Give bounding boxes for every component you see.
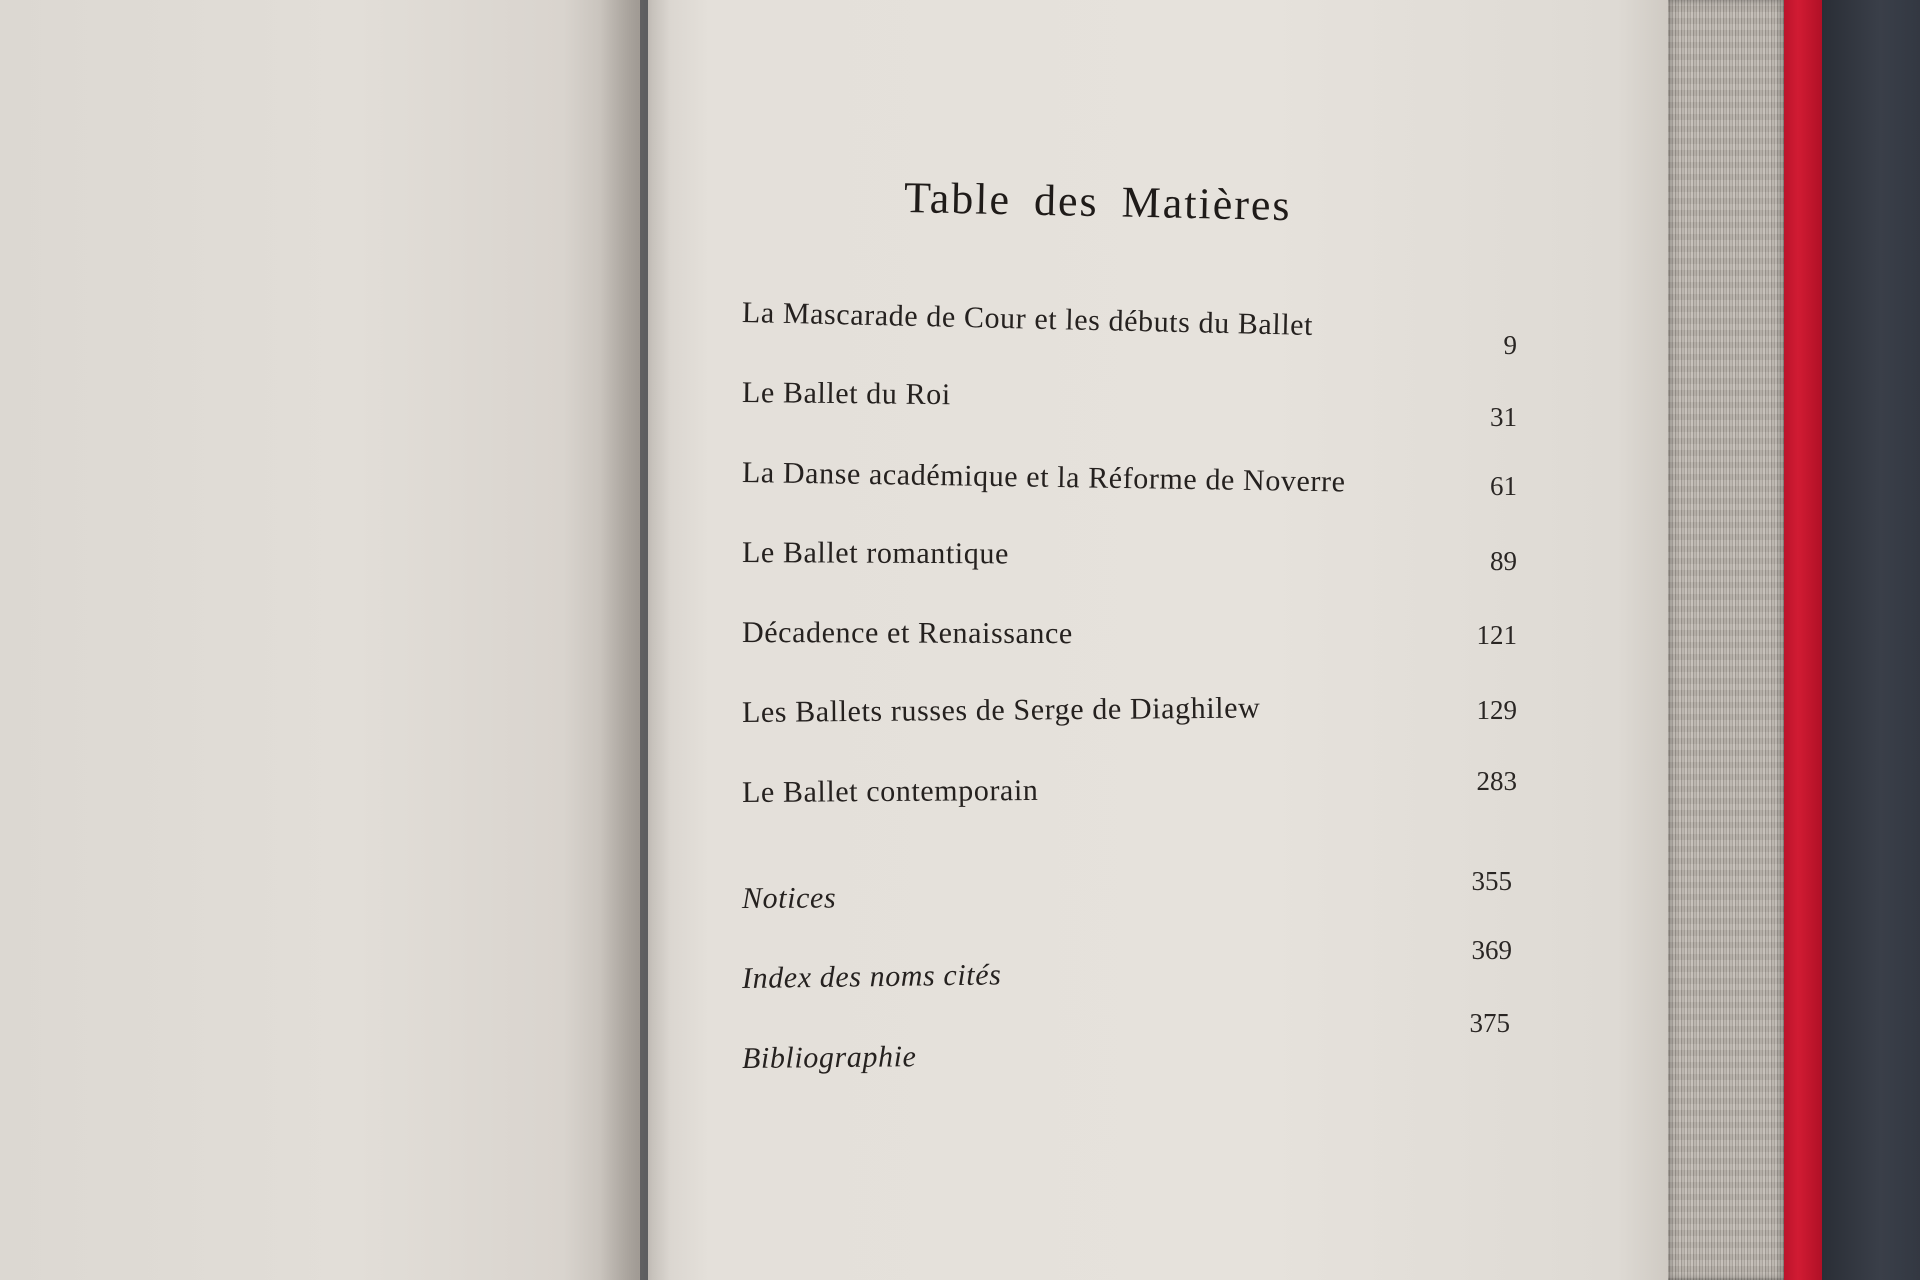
toc-entry-page: 129 (1476, 695, 1517, 725)
toc-entry-page: 369 (1471, 935, 1512, 965)
toc-entry-title: Bibliographie (741, 1040, 917, 1075)
toc-entry-title: Notices (741, 881, 837, 915)
toc-entry-page: 89 (1490, 546, 1517, 576)
toc-entry-page: 375 (1469, 1008, 1510, 1038)
table-of-contents (648, 0, 1668, 1280)
toc-entry-page: 9 (1503, 330, 1517, 360)
background-surface (1822, 0, 1920, 1280)
right-page (648, 0, 1668, 1280)
toc-title: Table des Matières (903, 173, 1293, 231)
toc-entry-title: La Mascarade de Cour et les débuts du Ballet (741, 296, 1314, 342)
toc-entry-page: 61 (1490, 471, 1517, 501)
toc-entry-title: Le Ballet contemporain (741, 773, 1039, 809)
toc-entry-page: 283 (1476, 766, 1517, 796)
left-page (0, 0, 640, 1280)
toc-entry-page: 31 (1490, 402, 1517, 432)
toc-entry-page: 355 (1471, 866, 1512, 896)
toc-entry-title: Index des noms cités (741, 958, 1002, 995)
toc-entry-title: Les Ballets russes de Serge de Diaghilew (741, 691, 1261, 729)
toc-entry-title: Décadence et Renaissance (741, 616, 1073, 651)
toc-entry-page: 121 (1476, 620, 1517, 650)
page-stack-edge (1664, 0, 1784, 1280)
toc-entry-title: Le Ballet du Roi (741, 376, 951, 412)
book-gutter-shadow (600, 0, 670, 1280)
toc-entry-title: La Danse académique et la Réforme de Noverre (741, 456, 1346, 499)
book-cover-edge (1782, 0, 1822, 1280)
toc-entry-title: Le Ballet romantique (741, 536, 1010, 571)
